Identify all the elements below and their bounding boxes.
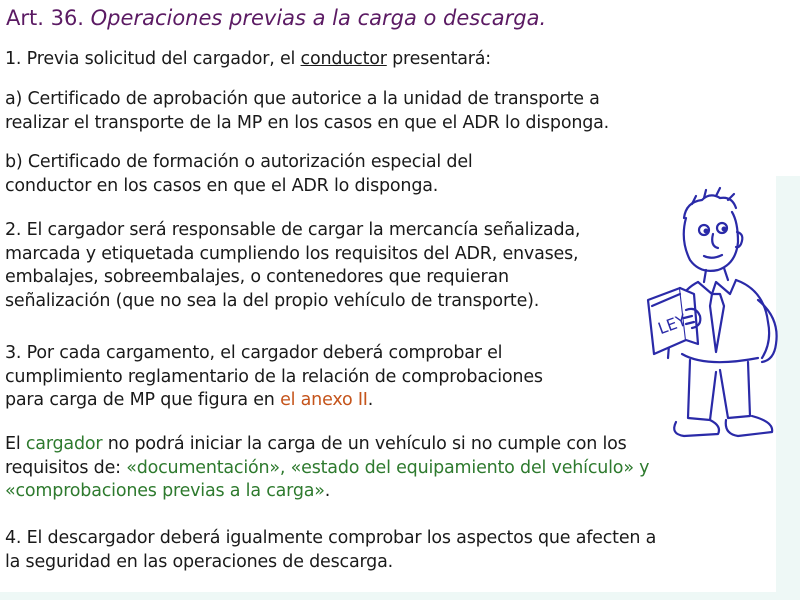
text-run: no podrá iniciar la carga de un vehículo si no cumple con los <box>102 434 627 454</box>
paragraph-3 <box>5 342 543 413</box>
text-run: . <box>367 390 374 410</box>
paragraph-cargador-line-1 <box>5 433 649 457</box>
article-heading: Operaciones previas a la carga o descarga. <box>90 6 547 30</box>
paragraph-2-line-4: señalización (que no sea la del propio vehículo de transporte). <box>5 290 540 311</box>
paragraph-2-line-2: marcada y etiquetada cumpliendo los requisitos del ADR, envases, <box>5 243 579 264</box>
text-run: para carga de MP que figura en <box>5 390 281 410</box>
paragraph-a <box>5 88 609 135</box>
paragraph-a-line-1: a) Certificado de aprobación que autorice a la unidad de transporte a <box>5 89 600 109</box>
text-run: 1. Previa solicitud del cargador, el <box>5 49 301 69</box>
conductor-underlined: conductor <box>300 49 387 69</box>
anexo-highlight: el anexo II <box>280 390 368 410</box>
cartoon-man-reading-law-book-illustration <box>640 182 800 452</box>
article-number: Art. 36. <box>6 6 91 30</box>
text-run: requisitos de: <box>5 457 127 478</box>
paragraph-3-line-1: 3. Por cada cargamento, el cargador deberá comprobar el <box>5 343 503 363</box>
text-run: presentará: <box>386 49 491 69</box>
paragraph-cargador-line-2 <box>5 457 649 481</box>
text-run: El <box>5 434 26 454</box>
paragraph-b <box>5 151 473 198</box>
paragraph-2-line-1: 2. El cargador será responsable de cargar la mercancía señalizada, <box>5 220 581 240</box>
background-strip-bottom <box>0 592 800 600</box>
paragraph-cargador-line-3 <box>5 480 649 504</box>
paragraph-2-line-3: embalajes, sobreembalajes, o contenedores que requieran <box>5 267 509 287</box>
paragraph-a-line-2: realizar el transporte de la MP en los casos en que el ADR lo disponga. <box>5 112 610 133</box>
cargador-highlight: cargador <box>25 434 103 454</box>
paragraph-2 <box>5 219 580 313</box>
paragraph-b-line-1: b) Certificado de formación o autorización especial del <box>5 152 473 172</box>
book-label: LEY <box>655 310 689 339</box>
paragraph-1-line <box>5 48 491 72</box>
page-title <box>6 4 706 32</box>
text-run: . <box>324 481 331 501</box>
paragraph-4 <box>5 527 656 574</box>
paragraph-3-line-2: cumplimiento reglamentario de la relación de comprobaciones <box>5 366 543 387</box>
requisitos-highlight: «documentación», «estado del equipamiento del vehículo» y <box>126 457 650 478</box>
paragraph-4-line-2: la seguridad en las operaciones de descarga. <box>5 551 393 572</box>
paragraph-3-line-3 <box>5 389 543 413</box>
paragraph-1 <box>5 48 491 72</box>
paragraph-4-line-1: 4. El descargador deberá igualmente comprobar los aspectos que afecten a <box>5 528 657 548</box>
comprobaciones-highlight: «comprobaciones previas a la carga» <box>5 481 325 501</box>
paragraph-cargador <box>5 433 649 504</box>
paragraph-b-line-2: conductor en los casos en que el ADR lo disponga. <box>5 175 439 196</box>
